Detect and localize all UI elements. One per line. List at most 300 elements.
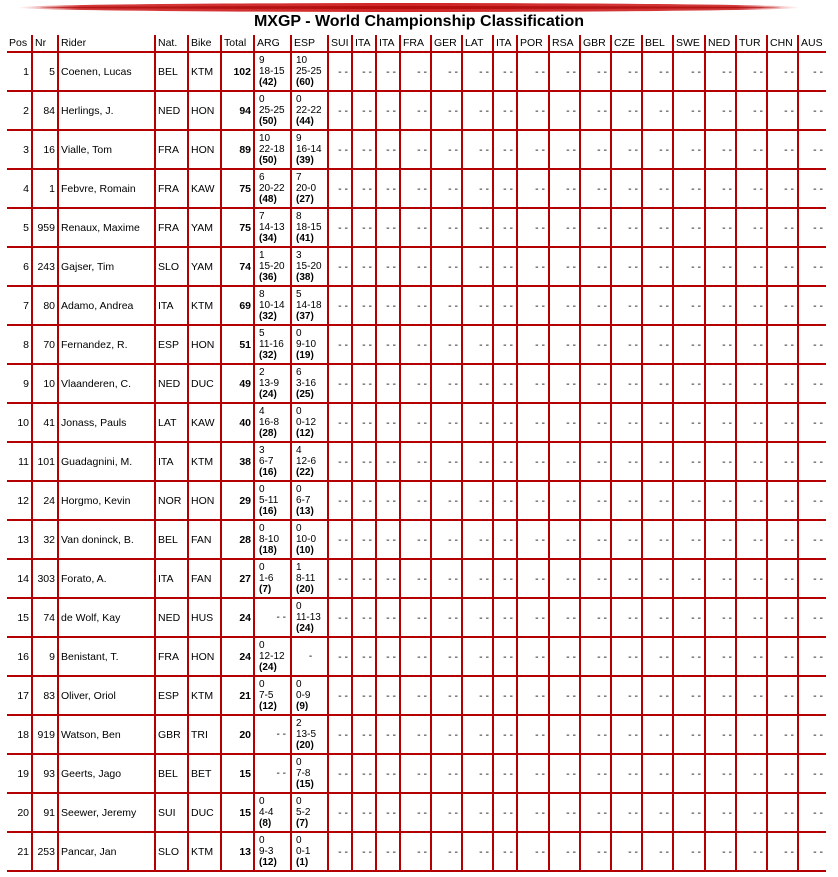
row-result-esp: [291, 208, 328, 247]
row-result-empty: - -: [493, 247, 517, 286]
row-result-empty: - -: [767, 754, 798, 793]
row-result-empty: - -: [376, 598, 400, 637]
header-event[interactable]: CHN: [767, 35, 798, 52]
row-result-empty: - -: [400, 715, 431, 754]
race-scores: 20-0: [296, 183, 317, 194]
row-bike: BET: [188, 754, 221, 793]
row-total: 49: [221, 364, 254, 403]
race-position: 0: [296, 523, 302, 534]
row-result-empty: - -: [642, 247, 673, 286]
row-result-arg: [254, 442, 291, 481]
row-result-empty: - -: [462, 403, 493, 442]
row-result-empty: - -: [673, 637, 705, 676]
row-result-empty: - -: [611, 481, 642, 520]
race-scores: 18-15: [296, 222, 322, 233]
race-position: 0: [259, 796, 265, 807]
header-event[interactable]: CZE: [611, 35, 642, 52]
row-total: 102: [221, 52, 254, 91]
row-result-empty: - -: [493, 754, 517, 793]
row-rider-name: Forato, A.: [58, 559, 155, 598]
row-result-empty: - -: [580, 637, 611, 676]
row-result-empty: - -: [493, 169, 517, 208]
header-event[interactable]: ARG: [254, 35, 291, 52]
race-position: 0: [296, 328, 302, 339]
race-points: (12): [296, 428, 314, 439]
row-result-empty: - -: [549, 364, 580, 403]
row-result-empty: - -: [798, 364, 826, 403]
row-result-empty: - -: [400, 442, 431, 481]
row-result-empty: - -: [462, 754, 493, 793]
header-nat[interactable]: Nat.: [155, 35, 188, 52]
row-total: 27: [221, 559, 254, 598]
row-result-empty: - -: [611, 208, 642, 247]
row-result-empty: - -: [736, 208, 767, 247]
row-result-empty: - -: [798, 793, 826, 832]
row-result-empty: - -: [705, 325, 736, 364]
row-result-empty: - -: [736, 832, 767, 871]
header-event[interactable]: LAT: [462, 35, 493, 52]
race-position: 1: [296, 562, 302, 573]
row-result-empty: - -: [431, 832, 462, 871]
header-event[interactable]: ITA: [376, 35, 400, 52]
row-result-empty: - -: [549, 91, 580, 130]
row-result-empty: - -: [705, 676, 736, 715]
row-result-empty: - -: [328, 715, 352, 754]
race-scores: 9-3: [259, 846, 274, 857]
row-total: 15: [221, 754, 254, 793]
row-result-empty: - -: [580, 754, 611, 793]
race-scores: 10-0: [296, 534, 317, 545]
row-nationality: BEL: [155, 52, 188, 91]
row-result-empty: - -: [462, 364, 493, 403]
table-row: [7, 832, 826, 871]
row-rider-name: Febvre, Romain: [58, 169, 155, 208]
table-row: [7, 325, 826, 364]
row-result-esp: [291, 403, 328, 442]
race-points: (34): [259, 233, 277, 244]
row-result-empty: - -: [493, 91, 517, 130]
row-result-empty: - -: [798, 130, 826, 169]
race-position: 4: [259, 406, 265, 417]
row-rider-name: Herlings, J.: [58, 91, 155, 130]
row-result-empty: - -: [736, 403, 767, 442]
row-result-empty: - -: [642, 754, 673, 793]
row-result-arg: [254, 325, 291, 364]
row-bike: FAN: [188, 520, 221, 559]
row-nationality: FRA: [155, 637, 188, 676]
row-result-empty: - -: [352, 520, 376, 559]
row-result-esp: [291, 91, 328, 130]
row-result-empty: - -: [673, 286, 705, 325]
row-bike: KTM: [188, 52, 221, 91]
row-result-empty: - -: [352, 325, 376, 364]
row-result-empty: - -: [705, 247, 736, 286]
row-bike: HON: [188, 91, 221, 130]
row-result-empty: - -: [352, 130, 376, 169]
race-position: 0: [296, 601, 302, 612]
row-result-empty: - -: [673, 481, 705, 520]
row-result-empty: - -: [517, 520, 549, 559]
row-result-empty: - -: [673, 169, 705, 208]
row-result-empty: - -: [642, 559, 673, 598]
row-result-esp: [291, 715, 328, 754]
row-result-arg: [254, 247, 291, 286]
race-points: (16): [259, 506, 277, 517]
header-event[interactable]: NED: [705, 35, 736, 52]
row-result-empty: - -: [767, 325, 798, 364]
race-points: (44): [296, 116, 314, 127]
row-result-empty: - -: [580, 169, 611, 208]
row-result-empty: - -: [642, 481, 673, 520]
row-result-empty: - -: [611, 715, 642, 754]
row-position: 15: [7, 598, 32, 637]
row-result-empty: - -: [736, 91, 767, 130]
header-event[interactable]: AUS: [801, 37, 823, 49]
row-result-empty: - -: [431, 754, 462, 793]
header-event[interactable]: SWE: [673, 35, 705, 52]
row-total: 75: [221, 208, 254, 247]
row-bike: DUC: [188, 793, 221, 832]
race-points: (19): [296, 350, 314, 361]
race-points: (9): [296, 701, 309, 712]
row-result-empty: - -: [611, 169, 642, 208]
race-position: 0: [259, 640, 265, 651]
row-position: 21: [7, 832, 32, 871]
row-result-empty: - -: [736, 793, 767, 832]
header-event[interactable]: SUI: [328, 35, 352, 52]
race-position: 8: [259, 289, 265, 300]
race-scores: 22-18: [259, 144, 285, 155]
row-result-empty: - -: [400, 91, 431, 130]
race-scores: 0-1: [296, 846, 311, 857]
race-position: 0: [296, 757, 302, 768]
row-result-empty: - -: [736, 676, 767, 715]
row-result-empty: - -: [431, 247, 462, 286]
row-result-empty: - -: [549, 208, 580, 247]
row-total: 69: [221, 286, 254, 325]
row-nationality: ESP: [155, 676, 188, 715]
row-total: 74: [221, 247, 254, 286]
row-result-empty: - -: [352, 715, 376, 754]
header-total[interactable]: Total: [221, 35, 254, 52]
header-event[interactable]: FRA: [400, 35, 431, 52]
row-result-empty: - -: [400, 286, 431, 325]
row-position: 13: [7, 520, 32, 559]
header-event[interactable]: GER: [431, 35, 462, 52]
race-position: 0: [259, 679, 265, 690]
row-result-empty: - -: [400, 325, 431, 364]
row-result-empty: - -: [705, 481, 736, 520]
row-result-empty: - -: [400, 208, 431, 247]
row-result-empty: - -: [431, 793, 462, 832]
race-points: (20): [296, 740, 314, 751]
row-result-empty: - -: [517, 676, 549, 715]
row-result-esp: [291, 442, 328, 481]
row-result-esp: -: [291, 637, 328, 676]
header-event[interactable]: ESP: [291, 35, 328, 52]
row-rider-name: Fernandez, R.: [58, 325, 155, 364]
row-result-empty: - -: [400, 754, 431, 793]
header-event[interactable]: ITA: [493, 35, 517, 52]
row-number: 303: [32, 559, 58, 598]
race-position: 4: [296, 445, 302, 456]
row-result-empty: - -: [642, 325, 673, 364]
row-bike: HUS: [188, 598, 221, 637]
race-position: 0: [296, 835, 302, 846]
row-result-empty: - -: [431, 286, 462, 325]
header-pos[interactable]: Pos: [7, 35, 32, 52]
row-result-empty: - -: [611, 559, 642, 598]
row-result-empty: - -: [580, 520, 611, 559]
row-result-empty: - -: [400, 598, 431, 637]
row-result-empty: - -: [549, 676, 580, 715]
header-event[interactable]: TUR: [736, 35, 767, 52]
row-result-empty: - -: [549, 442, 580, 481]
race-position: 9: [259, 55, 265, 66]
row-result-empty: - -: [549, 481, 580, 520]
row-result-empty: - -: [517, 637, 549, 676]
row-result-empty: - -: [736, 559, 767, 598]
row-nationality: GBR: [155, 715, 188, 754]
table-row: [7, 52, 826, 91]
row-result-empty: - -: [328, 481, 352, 520]
row-result-empty: - -: [549, 832, 580, 871]
row-result-arg: - -: [254, 598, 291, 637]
race-points: (28): [259, 428, 277, 439]
race-scores: 18-15: [259, 66, 285, 77]
row-result-arg: [254, 286, 291, 325]
race-position: 6: [296, 367, 302, 378]
row-bike: YAM: [188, 247, 221, 286]
race-scores: 16-8: [259, 417, 280, 428]
row-nationality: FRA: [155, 169, 188, 208]
row-result-empty: - -: [736, 598, 767, 637]
row-result-empty: - -: [673, 598, 705, 637]
row-rider-name: Benistant, T.: [58, 637, 155, 676]
row-result-empty: - -: [400, 130, 431, 169]
row-result-empty: - -: [352, 481, 376, 520]
row-result-empty: - -: [517, 598, 549, 637]
row-result-empty: - -: [462, 832, 493, 871]
row-nationality: FRA: [155, 130, 188, 169]
row-result-empty: - -: [767, 91, 798, 130]
row-result-empty: - -: [549, 325, 580, 364]
row-result-empty: - -: [431, 442, 462, 481]
row-bike: HON: [188, 130, 221, 169]
row-result-empty: - -: [767, 130, 798, 169]
row-result-empty: - -: [611, 91, 642, 130]
race-position: 7: [296, 172, 302, 183]
race-scores: 15-20: [259, 261, 285, 272]
row-position: 18: [7, 715, 32, 754]
row-nationality: NOR: [155, 481, 188, 520]
row-result-empty: - -: [376, 364, 400, 403]
race-points: (15): [296, 779, 314, 790]
row-number: 80: [32, 286, 58, 325]
row-result-arg: [254, 520, 291, 559]
row-result-empty: - -: [611, 442, 642, 481]
race-position: 8: [296, 211, 302, 222]
row-result-empty: - -: [352, 442, 376, 481]
row-position: 7: [7, 286, 32, 325]
row-result-empty: - -: [673, 403, 705, 442]
row-result-empty: - -: [328, 793, 352, 832]
row-result-empty: - -: [400, 520, 431, 559]
row-result-empty: - -: [431, 481, 462, 520]
race-position: 0: [259, 562, 265, 573]
row-result-empty: - -: [517, 130, 549, 169]
race-scores: 9-10: [296, 339, 317, 350]
row-result-empty: - -: [462, 208, 493, 247]
row-result-empty: - -: [517, 91, 549, 130]
row-result-empty: - -: [798, 403, 826, 442]
table-row: [7, 676, 826, 715]
table-row: [7, 598, 826, 637]
row-result-empty: - -: [767, 403, 798, 442]
race-position: 5: [296, 289, 302, 300]
race-scores: 5-2: [296, 807, 311, 818]
row-result-empty: - -: [431, 637, 462, 676]
row-result-empty: - -: [611, 286, 642, 325]
race-scores: 15-20: [296, 261, 322, 272]
header-nr[interactable]: Nr: [32, 35, 58, 52]
row-result-empty: - -: [580, 52, 611, 91]
row-nationality: BEL: [155, 754, 188, 793]
row-result-empty: - -: [580, 481, 611, 520]
race-scores: 13-5: [296, 729, 317, 740]
row-result-empty: - -: [736, 520, 767, 559]
row-result-arg: [254, 169, 291, 208]
row-result-empty: - -: [352, 247, 376, 286]
row-result-empty: - -: [549, 598, 580, 637]
row-result-arg: [254, 91, 291, 130]
row-result-empty: - -: [549, 520, 580, 559]
header-event[interactable]: BEL: [642, 35, 673, 52]
row-result-empty: - -: [328, 559, 352, 598]
row-result-empty: - -: [517, 715, 549, 754]
row-result-empty: - -: [376, 208, 400, 247]
race-position: 0: [259, 484, 265, 495]
row-result-empty: - -: [798, 247, 826, 286]
race-position: 1: [259, 250, 265, 261]
row-result-arg: [254, 793, 291, 832]
row-position: 20: [7, 793, 32, 832]
row-result-empty: - -: [328, 130, 352, 169]
row-result-empty: - -: [352, 559, 376, 598]
race-scores: 5-11: [259, 495, 279, 506]
row-result-empty: - -: [352, 793, 376, 832]
row-result-empty: - -: [462, 130, 493, 169]
row-rider-name: de Wolf, Kay: [58, 598, 155, 637]
row-result-arg: [254, 208, 291, 247]
row-bike: HON: [188, 481, 221, 520]
row-result-empty: - -: [352, 286, 376, 325]
row-result-esp: [291, 676, 328, 715]
row-result-empty: - -: [736, 481, 767, 520]
header-event[interactable]: POR: [517, 35, 549, 52]
row-result-empty: - -: [328, 442, 352, 481]
row-rider-name: Oliver, Oriol: [58, 676, 155, 715]
row-result-esp: [291, 793, 328, 832]
row-result-empty: - -: [431, 52, 462, 91]
row-result-empty: - -: [611, 247, 642, 286]
race-position: 2: [259, 367, 265, 378]
row-result-empty: - -: [493, 793, 517, 832]
row-result-empty: - -: [767, 715, 798, 754]
header-event[interactable]: ITA: [352, 35, 376, 52]
row-result-arg: [254, 403, 291, 442]
row-result-empty: - -: [376, 91, 400, 130]
row-result-empty: - -: [328, 598, 352, 637]
header-rider[interactable]: Rider: [58, 35, 155, 52]
header-event[interactable]: RSA: [549, 35, 580, 52]
race-scores: 0-12: [296, 417, 317, 428]
header-bike[interactable]: Bike: [188, 35, 221, 52]
row-total: 13: [221, 832, 254, 871]
race-scores: 13-9: [259, 378, 280, 389]
row-result-empty: - -: [493, 286, 517, 325]
table-row: [7, 637, 826, 676]
row-nationality: NED: [155, 91, 188, 130]
row-result-empty: - -: [376, 247, 400, 286]
row-result-empty: - -: [767, 559, 798, 598]
row-result-empty: - -: [549, 403, 580, 442]
row-result-empty: - -: [642, 598, 673, 637]
row-result-empty: - -: [400, 481, 431, 520]
row-bike: KTM: [188, 442, 221, 481]
race-scores: 6-7: [259, 456, 274, 467]
row-result-empty: - -: [400, 169, 431, 208]
header-event[interactable]: GBR: [580, 35, 611, 52]
row-result-empty: - -: [400, 676, 431, 715]
row-result-empty: - -: [328, 325, 352, 364]
race-scores: 3-16: [296, 378, 317, 389]
race-points: (50): [259, 116, 277, 127]
row-total: 24: [221, 637, 254, 676]
row-result-empty: - -: [642, 286, 673, 325]
row-result-empty: - -: [493, 481, 517, 520]
row-number: 9: [32, 637, 58, 676]
row-result-empty: - -: [767, 247, 798, 286]
row-result-empty: - -: [328, 754, 352, 793]
race-position: 7: [259, 211, 265, 222]
row-result-empty: - -: [376, 676, 400, 715]
row-result-empty: - -: [517, 325, 549, 364]
row-result-empty: - -: [705, 169, 736, 208]
row-result-empty: - -: [580, 325, 611, 364]
row-result-empty: - -: [767, 481, 798, 520]
row-bike: KTM: [188, 676, 221, 715]
row-result-empty: - -: [580, 403, 611, 442]
row-result-empty: - -: [798, 325, 826, 364]
row-result-empty: - -: [798, 520, 826, 559]
row-result-empty: - -: [705, 637, 736, 676]
race-position: 0: [259, 523, 265, 534]
race-scores: 20-22: [259, 183, 285, 194]
row-result-empty: - -: [549, 637, 580, 676]
race-position: 10: [259, 133, 271, 144]
row-result-empty: - -: [352, 832, 376, 871]
row-result-empty: - -: [431, 91, 462, 130]
row-result-empty: - -: [376, 793, 400, 832]
row-number: 5: [32, 52, 58, 91]
row-result-empty: - -: [493, 325, 517, 364]
table-row: [7, 442, 826, 481]
row-bike: TRI: [188, 715, 221, 754]
row-result-empty: - -: [462, 247, 493, 286]
row-result-empty: - -: [517, 208, 549, 247]
row-result-empty: - -: [736, 247, 767, 286]
